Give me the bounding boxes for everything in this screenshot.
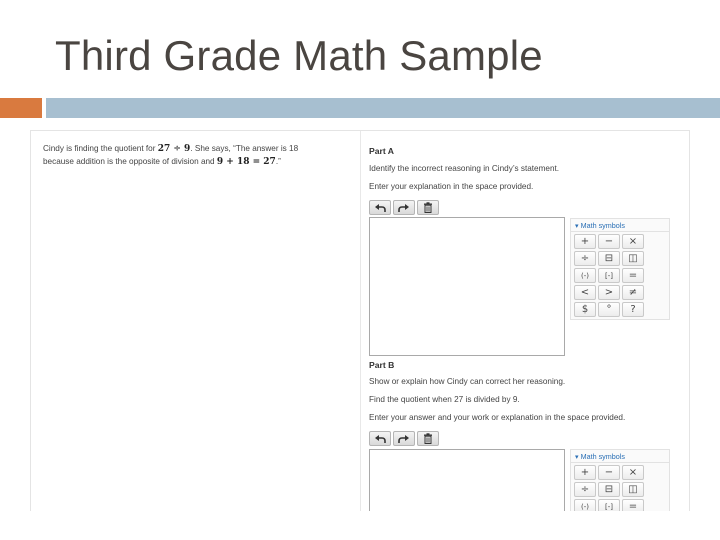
math-key-greater-than[interactable]: > <box>598 285 620 300</box>
math-symbols-toggle[interactable]: ▾ Math symbols <box>570 218 670 231</box>
undo-icon <box>374 434 386 444</box>
slide-title: Third Grade Math Sample <box>55 32 543 79</box>
math-symbols-toggle[interactable]: ▾ Math symbols <box>570 449 670 462</box>
math-key-not-equal[interactable]: ≠ <box>622 285 644 300</box>
math-key-dollar[interactable]: $ <box>574 302 596 317</box>
math-key-help[interactable]: ? <box>622 302 644 317</box>
undo-button[interactable] <box>369 431 391 446</box>
part-b-instruction: Enter your answer and your work or explanation in the space provided. <box>369 413 626 422</box>
math-key-times[interactable]: × <box>622 465 644 480</box>
stem-text: . She says, “The answer is 18 <box>190 144 299 153</box>
part-b-heading: Part B <box>369 360 395 370</box>
stem-expression: 27 ÷ 9 <box>157 144 191 154</box>
editor-toolbar-b <box>369 431 439 446</box>
test-item-screenshot <box>30 130 690 511</box>
math-symbols-panel-b <box>570 449 670 511</box>
part-a-prompt: Identify the incorrect reasoning in Cindy’s statement. <box>369 164 560 173</box>
math-key-plus[interactable]: + <box>574 234 596 249</box>
redo-button[interactable] <box>393 431 415 446</box>
math-key-bracket[interactable]: [-] <box>598 499 620 511</box>
math-key-less-than[interactable]: < <box>574 285 596 300</box>
delete-button[interactable] <box>417 431 439 446</box>
part-a-heading: Part A <box>369 146 394 156</box>
math-key-plus[interactable]: + <box>574 465 596 480</box>
math-key-degree[interactable]: ° <box>598 302 620 317</box>
redo-icon <box>398 203 410 213</box>
stem-text: Cindy is finding the quotient for <box>43 144 158 153</box>
part-a-answer-box[interactable] <box>369 217 565 356</box>
math-key-negative[interactable]: (-) <box>574 499 596 511</box>
math-key-fraction[interactable]: ⊟ <box>598 251 620 266</box>
undo-icon <box>374 203 386 213</box>
editor-toolbar-a <box>369 200 439 215</box>
redo-button[interactable] <box>393 200 415 215</box>
math-key-divide[interactable]: ÷ <box>574 251 596 266</box>
math-key-equals[interactable]: = <box>622 499 644 511</box>
question-stem <box>43 143 343 168</box>
math-key-divide[interactable]: ÷ <box>574 482 596 497</box>
stem-expression: 9 + 18 = 27 <box>216 156 276 167</box>
part-b-answer-box[interactable] <box>369 449 565 511</box>
column-divider <box>360 131 361 511</box>
part-b-prompt: Show or explain how Cindy can correct her reasoning. <box>369 377 566 386</box>
math-key-equals[interactable]: = <box>622 268 644 283</box>
math-symbols-panel-a <box>570 218 670 320</box>
math-key-bracket[interactable]: [-] <box>598 268 620 283</box>
math-symbols-grid <box>570 462 670 511</box>
redo-icon <box>398 434 410 444</box>
math-key-fraction[interactable]: ⊟ <box>598 482 620 497</box>
math-key-times[interactable]: × <box>622 234 644 249</box>
math-key-minus[interactable]: − <box>598 234 620 249</box>
math-key-mixed-number[interactable]: ◫ <box>622 251 644 266</box>
part-a-instruction: Enter your explanation in the space provided. <box>369 182 534 191</box>
accent-bar-blue <box>46 98 720 118</box>
math-key-mixed-number[interactable]: ◫ <box>622 482 644 497</box>
math-symbols-grid <box>570 231 670 320</box>
math-key-negative[interactable]: (-) <box>574 268 596 283</box>
stem-text: .” <box>275 156 281 166</box>
undo-button[interactable] <box>369 200 391 215</box>
delete-button[interactable] <box>417 200 439 215</box>
part-b-step: Find the quotient when 27 is divided by 9. <box>369 395 520 404</box>
trash-icon <box>423 433 433 444</box>
stem-text: because addition is the opposite of division and <box>43 156 217 166</box>
accent-bar-orange <box>0 98 42 118</box>
trash-icon <box>423 202 433 213</box>
math-key-minus[interactable]: − <box>598 465 620 480</box>
